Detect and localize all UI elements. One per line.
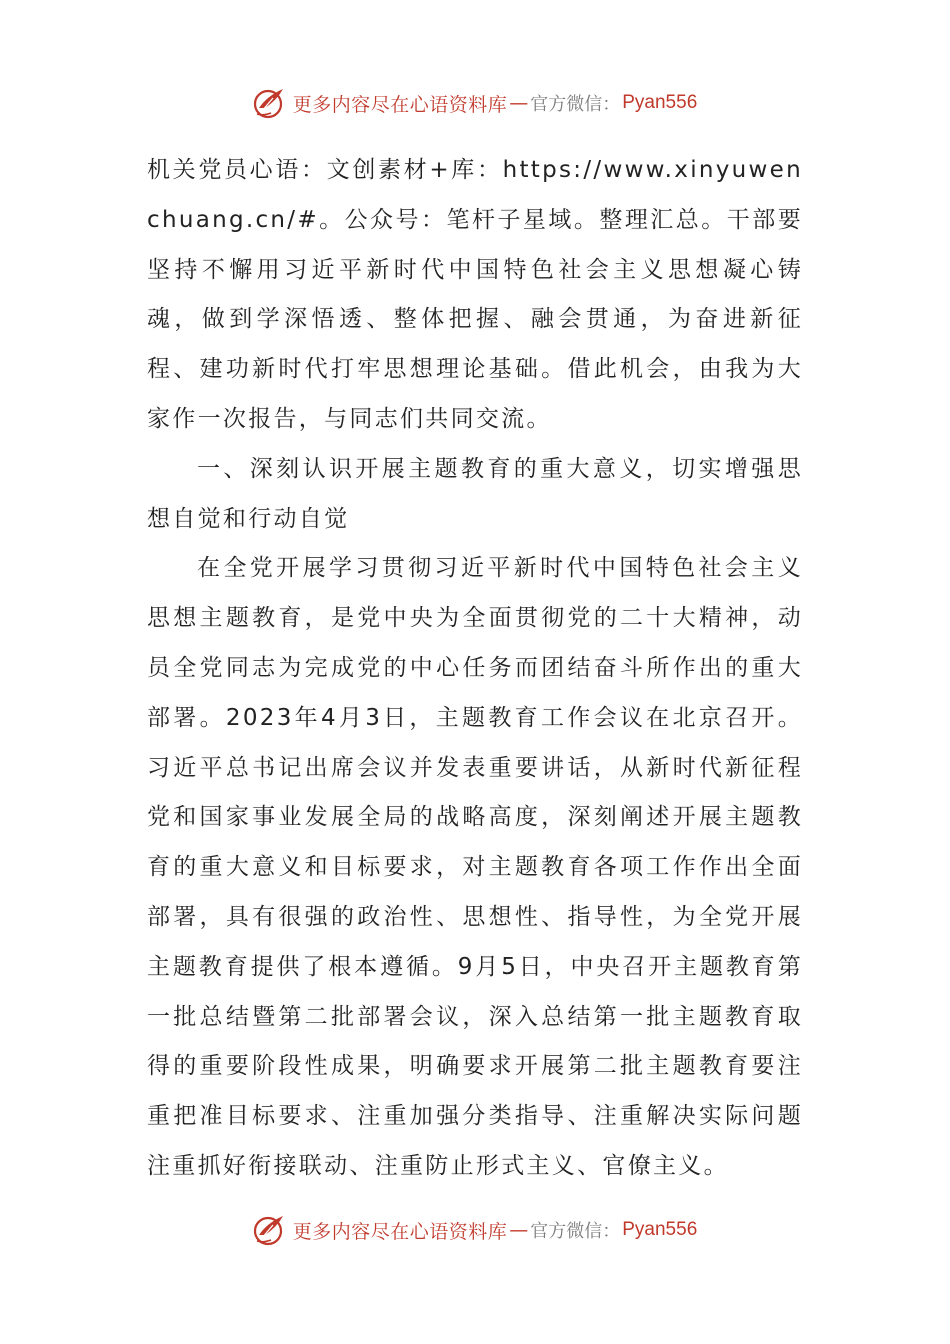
section-heading: 一、深刻认识开展主题教育的重大意义，切实增强思想自觉和行动自觉 (147, 455, 803, 532)
paragraph-intro: 机关党员心语：文创素材+库：https://www.xinyuwenchuang.cn/#。公众号：笔杆子星域。整理汇总。干部要坚持不懈用习近平新时代中国特色社会主义思想凝心铸魂，做到学深悟透、整体把握、融会贯通，为奋进新征程、建功新时代打牢思想理论基础。借此机会，由我为大家作一次报告，与同志们共同交流。 (147, 157, 803, 432)
banner-site-text: 更多内容尽在心语资料库 (292, 93, 508, 116)
banner-site-text: 更多内容尽在心语资料库 (292, 1220, 508, 1243)
banner-wechat-id: Pyan556 (622, 92, 698, 113)
paragraph-body: 在全党开展学习贯彻习近平新时代中国特色社会主义思想主题教育，是党中央为全面贯彻党的二十大精神，动员全党同志为完成党的中心任务而团结奋斗所作出的重大部署。2023年4月3日，主题教育工作会议在北京召开。习近平总书记出席会议并发表重要讲话，从新时代新征程党和国家事业发展全局的战略高度，深刻阐述开展主题教育的重大意义和目标要求，对主题教育各项工作作出全面部署，具有很强的政治性、思想性、指导性，为全党开展主题教育提供了根本遵循。9月5日，中央召开主题教育第一批总结暨第二批部署会议，深入总结第一批主题教育取得的重要阶段性成果，明确要求开展第二批主题教育要注重把准目标要求、注重加强分类指导、注重解决实际问题注重抓好衔接联动、注重防止形式主义、官僚主义。 (147, 555, 803, 1179)
document-body (147, 146, 803, 1192)
banner-wechat-id: Pyan556 (622, 1219, 698, 1240)
banner-dash: — (509, 92, 529, 114)
footer-banner (0, 1210, 950, 1250)
quill-logo-icon (253, 1213, 287, 1247)
header-banner (0, 83, 950, 123)
quill-logo-icon (253, 86, 287, 120)
banner-dash: — (509, 1219, 529, 1241)
banner-wechat-label: 官方微信： (530, 1221, 621, 1242)
banner-wechat-label: 官方微信： (530, 94, 621, 115)
